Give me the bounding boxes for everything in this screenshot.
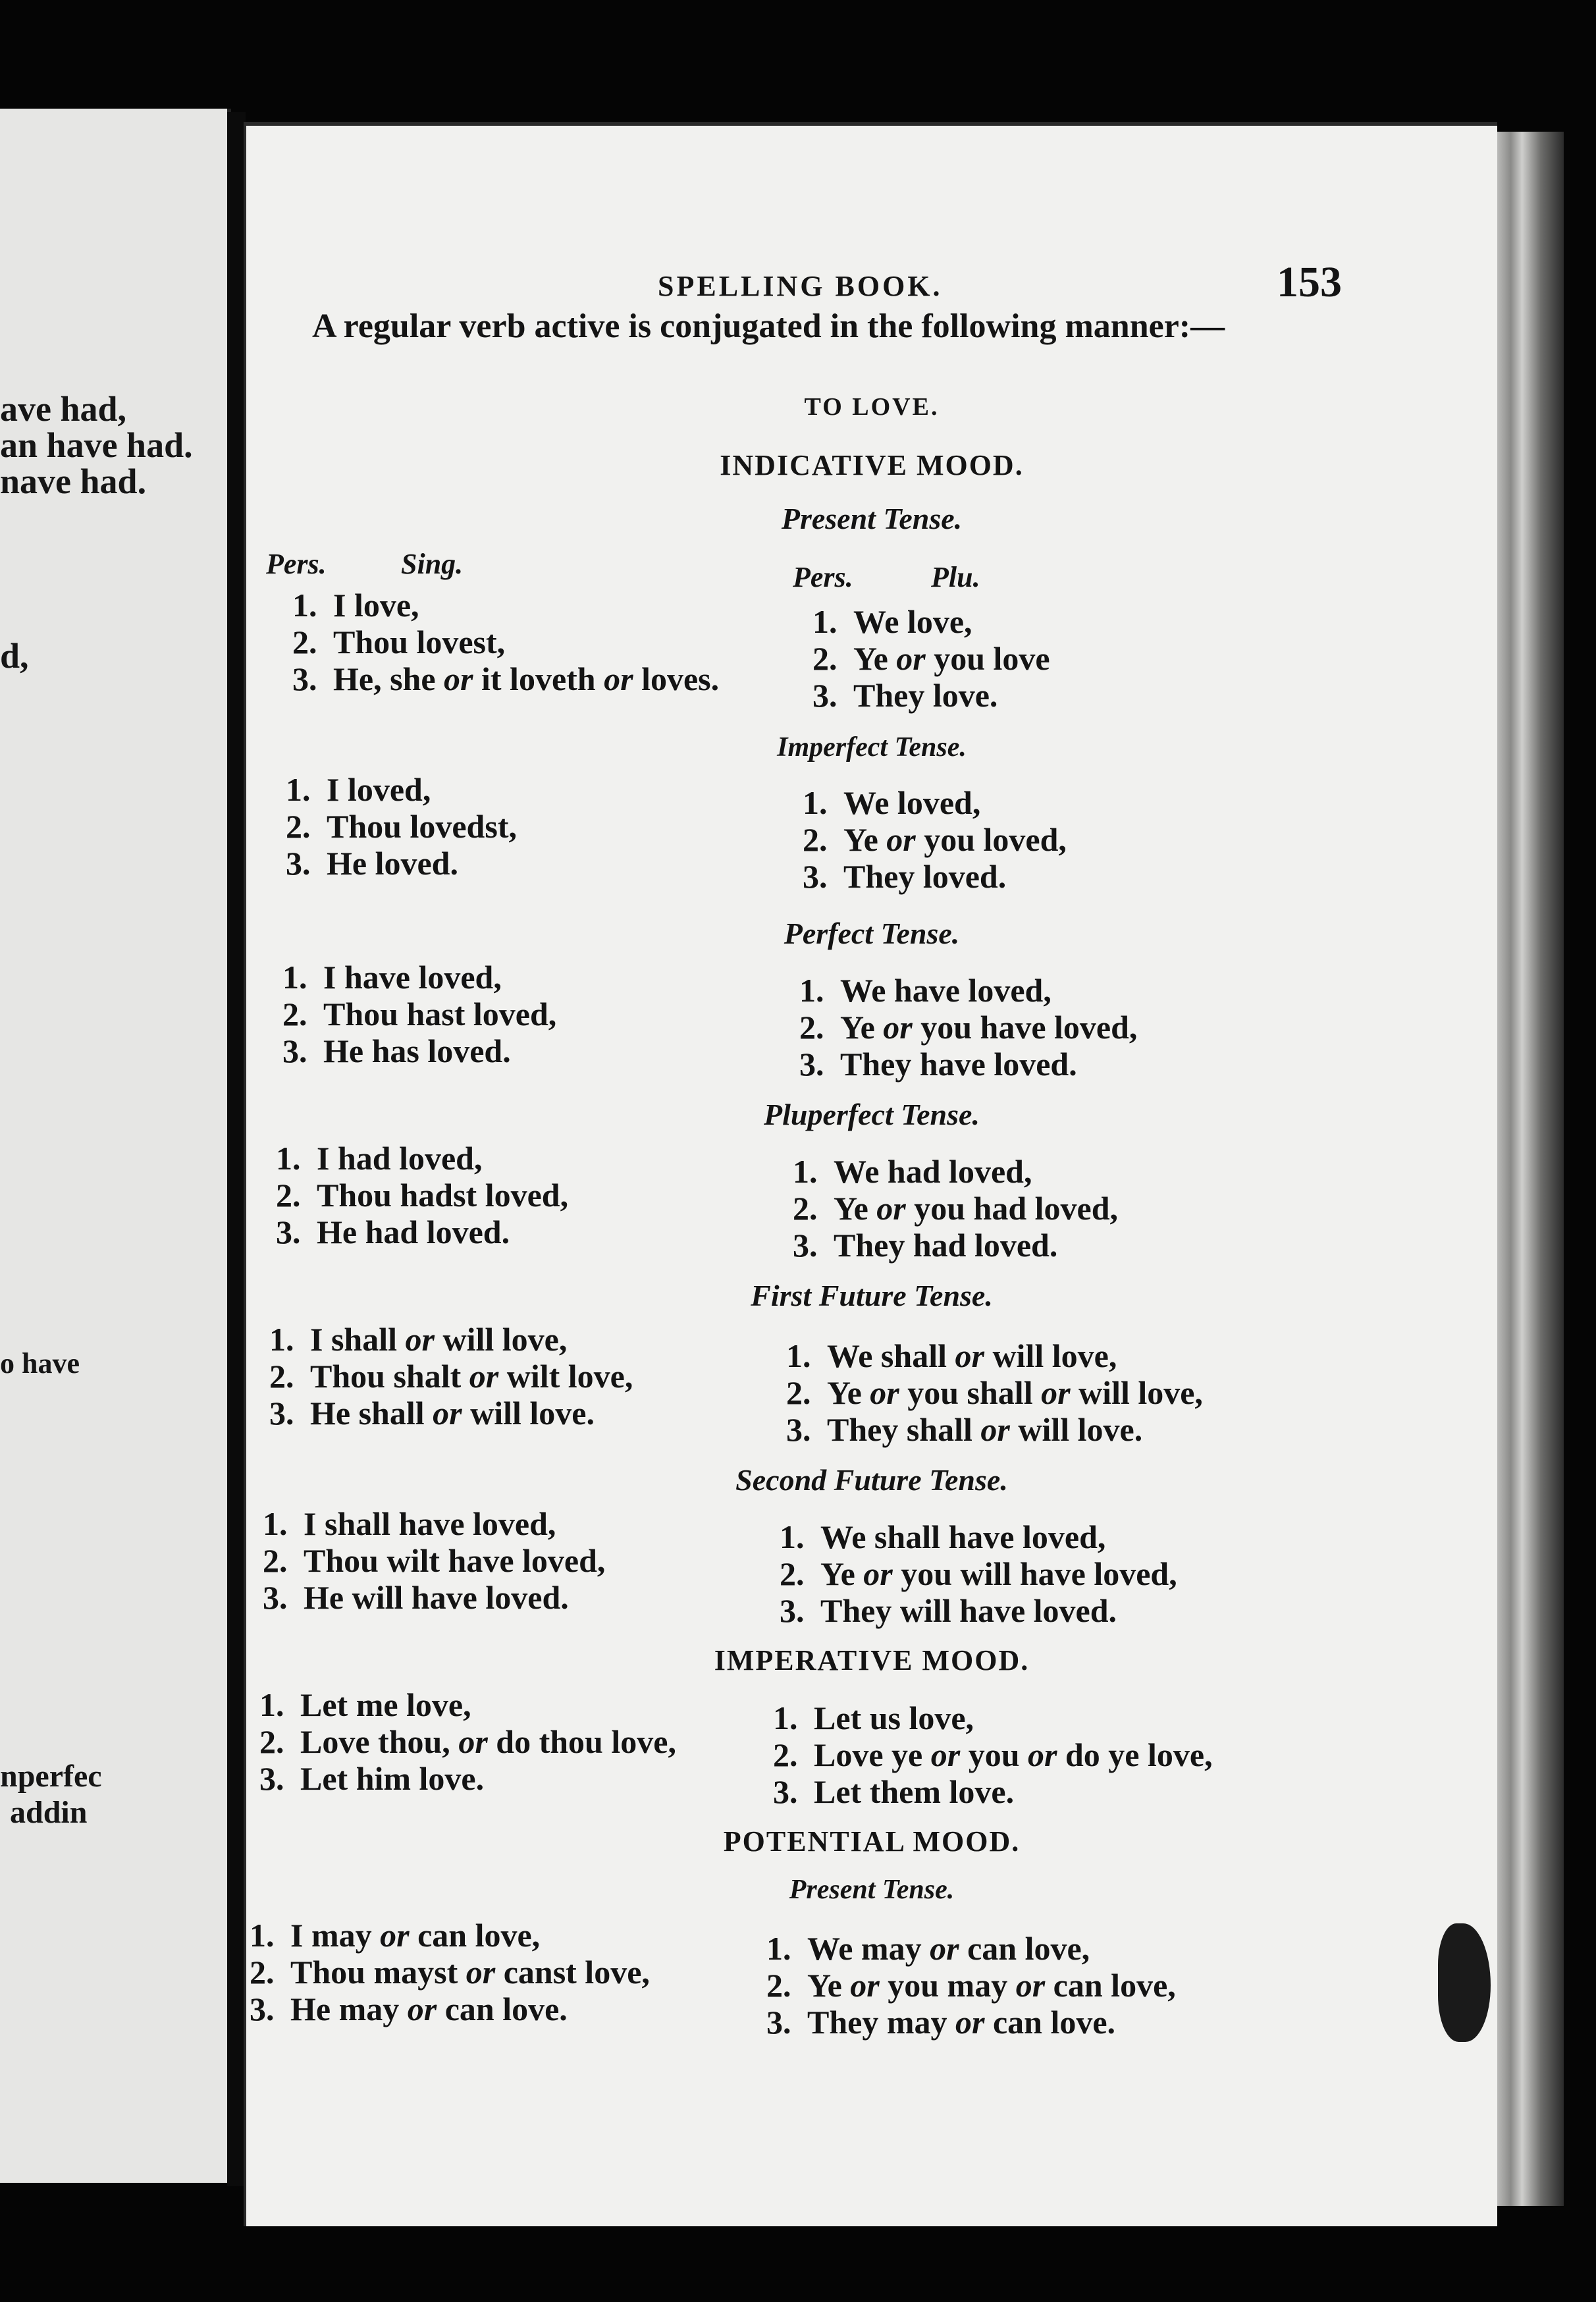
person-number: 2. xyxy=(812,640,838,677)
present-plural-list xyxy=(812,603,1352,714)
verb-form: will love, xyxy=(1070,1374,1203,1411)
verb-form: We shall have loved, xyxy=(820,1518,1106,1555)
first-future-tense-heading: First Future Tense. xyxy=(751,1279,993,1312)
verb-form: Let them love. xyxy=(814,1773,1015,1810)
conjugation-row xyxy=(766,1967,1306,2004)
conjunction-or: or xyxy=(444,660,473,697)
verb-form: We have loved, xyxy=(840,972,1051,1009)
verb-form: He, she xyxy=(333,660,444,697)
person-number: 3. xyxy=(292,660,317,697)
col-head-plu: Plu. xyxy=(931,561,980,593)
verb-form: He will have loved. xyxy=(304,1579,569,1616)
verb-form: can love, xyxy=(409,1917,541,1954)
verb-form: Ye xyxy=(807,1967,851,2004)
conjugation-row xyxy=(276,1177,816,1214)
verb-form: you had loved, xyxy=(905,1190,1119,1227)
person-number: 3. xyxy=(259,1760,284,1797)
verb-form: We loved, xyxy=(843,784,981,821)
conjugation-row xyxy=(793,1227,1333,1264)
pluperfect-singular-list xyxy=(276,1140,816,1250)
verb-form: Ye xyxy=(820,1555,864,1592)
verb-form: will love, xyxy=(434,1321,568,1358)
left-fragment: nave had. xyxy=(0,462,147,501)
verb-form: We love, xyxy=(853,603,972,640)
potential-heading: POTENTIAL MOOD. xyxy=(723,1825,1021,1858)
second-future-tense-heading: Second Future Tense. xyxy=(735,1463,1008,1497)
verb-form: He has loved. xyxy=(323,1032,511,1069)
conjugation-row xyxy=(269,1358,809,1395)
verb-form: can love, xyxy=(1045,1967,1176,2004)
conjugation-row xyxy=(250,1917,789,1954)
conjunction-or: or xyxy=(407,1991,437,2027)
conjugation-row xyxy=(263,1505,803,1542)
conjunction-or: or xyxy=(850,1967,880,2004)
person-number: 3. xyxy=(773,1773,798,1810)
person-number: 2. xyxy=(773,1736,798,1773)
perfect-tense-heading: Perfect Tense. xyxy=(784,917,960,950)
perfect-plural-list xyxy=(799,972,1339,1083)
potential-singular-list xyxy=(250,1917,789,2027)
conjugation-row xyxy=(259,1723,799,1760)
verb-form: Let us love, xyxy=(814,1700,974,1736)
verb-form: Ye xyxy=(834,1190,877,1227)
person-number: 1. xyxy=(263,1505,288,1542)
conjunction-or: or xyxy=(1041,1374,1071,1411)
conjugation-row xyxy=(773,1736,1313,1773)
verb-form: you will have loved, xyxy=(892,1555,1177,1592)
verb-form: We shall xyxy=(827,1337,955,1374)
verb-form: will love, xyxy=(984,1337,1117,1374)
person-number: 2. xyxy=(250,1954,275,1991)
verb-form: wilt love, xyxy=(498,1358,633,1395)
person-number: 3. xyxy=(269,1395,294,1432)
page-edges xyxy=(1488,132,1564,2206)
person-number: 2. xyxy=(799,1009,824,1046)
verb-form: can love. xyxy=(984,2004,1116,2041)
person-number: 1. xyxy=(766,1930,791,1967)
conjunction-or: or xyxy=(405,1321,435,1358)
conjugation-row xyxy=(793,1153,1333,1190)
verb-form: Love thou, xyxy=(300,1723,459,1760)
conjugation-row xyxy=(786,1411,1326,1448)
conjunction-or: or xyxy=(955,2004,985,2041)
conjugation-row xyxy=(292,660,832,697)
conjunction-or: or xyxy=(870,1374,899,1411)
conjugation-row xyxy=(292,624,832,660)
conjugation-row xyxy=(269,1321,809,1358)
verb-form: you have loved, xyxy=(912,1009,1138,1046)
verb-form: Thou wilt have loved, xyxy=(304,1542,606,1579)
person-number: 1. xyxy=(799,972,824,1009)
first-future-singular-list xyxy=(269,1321,809,1432)
col-head-pers: Pers. xyxy=(266,548,327,580)
person-number: 2. xyxy=(282,996,307,1032)
person-number: 3. xyxy=(812,677,838,714)
potential-present-tense-heading: Present Tense. xyxy=(789,1875,955,1905)
person-number: 1. xyxy=(269,1321,294,1358)
conjugation-row xyxy=(282,996,822,1032)
conjugation-row xyxy=(780,1518,1319,1555)
verb-form: Thou lovest, xyxy=(333,624,506,660)
conjugation-row xyxy=(812,677,1352,714)
person-number: 2. xyxy=(263,1542,288,1579)
conjunction-or: or xyxy=(458,1723,488,1760)
verb-form: I loved, xyxy=(327,771,431,808)
conjunction-or: or xyxy=(1028,1736,1057,1773)
conjunction-or: or xyxy=(604,660,633,697)
person-number: 2. xyxy=(259,1723,284,1760)
conjugation-row xyxy=(780,1555,1319,1592)
conjugation-row xyxy=(786,1374,1326,1411)
verb-form: can love, xyxy=(959,1930,1090,1967)
verb-form: I may xyxy=(290,1917,381,1954)
conjunction-or: or xyxy=(955,1337,984,1374)
pluperfect-plural-list xyxy=(793,1153,1333,1264)
conjugation-row xyxy=(766,2004,1306,2041)
conjugation-row xyxy=(282,959,822,996)
person-number: 1. xyxy=(282,959,307,996)
second-future-singular-list xyxy=(263,1505,803,1616)
conjunction-or: or xyxy=(433,1395,462,1432)
left-fragment: addin xyxy=(10,1795,88,1830)
verb-form: They loved. xyxy=(843,858,1007,895)
verb-form: I had loved, xyxy=(317,1140,483,1177)
conjugation-row xyxy=(259,1760,799,1797)
verb-form: will love. xyxy=(462,1395,595,1432)
conjugation-row xyxy=(803,784,1343,821)
conjugation-row xyxy=(773,1773,1313,1810)
verb-form: you may xyxy=(879,1967,1016,2004)
conjunction-or: or xyxy=(1015,1967,1046,2004)
conjugation-row xyxy=(799,1046,1339,1083)
conjunction-or: or xyxy=(883,1009,913,1046)
verb-form: canst love, xyxy=(495,1954,650,1991)
conjugation-row xyxy=(799,972,1339,1009)
indicative-heading: INDICATIVE MOOD. xyxy=(720,449,1024,481)
verb-form: He may xyxy=(290,1991,408,2027)
verb-form: We may xyxy=(807,1930,930,1967)
potential-plural-list xyxy=(766,1930,1306,2041)
person-number: 3. xyxy=(286,845,311,882)
verb-form: I love, xyxy=(333,587,419,624)
conjunction-or: or xyxy=(466,1954,496,1991)
verb-form: you loved, xyxy=(915,821,1067,858)
pluperfect-tense-heading: Pluperfect Tense. xyxy=(764,1098,980,1131)
present-tense-heading: Present Tense. xyxy=(781,502,963,535)
verb-form: Thou lovedst, xyxy=(327,808,517,845)
conjugation-row xyxy=(786,1337,1326,1374)
verb-form: will love. xyxy=(1009,1411,1143,1448)
imperfect-singular-list xyxy=(286,771,826,882)
left-facing-page xyxy=(0,109,231,2183)
conjugation-row xyxy=(259,1686,799,1723)
conjunction-or: or xyxy=(930,1736,961,1773)
verb-form: Let me love, xyxy=(300,1686,471,1723)
conjugation-row xyxy=(803,821,1343,858)
verb-form: I shall xyxy=(310,1321,406,1358)
verb-form: Ye xyxy=(843,821,887,858)
conjunction-or: or xyxy=(876,1190,906,1227)
conjunction-or: or xyxy=(980,1411,1010,1448)
person-number: 2. xyxy=(766,1967,791,2004)
left-fragment: nperfec xyxy=(0,1759,102,1794)
conjugation-row xyxy=(793,1190,1333,1227)
verb-form: Thou mayst xyxy=(290,1954,466,1991)
left-fragment: an have had. xyxy=(0,425,193,465)
person-number: 1. xyxy=(812,603,838,640)
verb-form: it loveth xyxy=(473,660,604,697)
running-title: SPELLING BOOK. xyxy=(658,270,943,302)
person-number: 1. xyxy=(259,1686,284,1723)
conjugation-row xyxy=(269,1395,809,1432)
verb-form: Ye xyxy=(840,1009,884,1046)
verb-form: I have loved, xyxy=(323,959,502,996)
person-number: 3. xyxy=(780,1592,805,1629)
verb-form: They shall xyxy=(827,1411,981,1448)
person-number: 3. xyxy=(766,2004,791,2041)
person-number: 1. xyxy=(250,1917,275,1954)
verb-form: Love ye xyxy=(814,1736,931,1773)
conjugation-row xyxy=(263,1542,803,1579)
person-number: 1. xyxy=(803,784,828,821)
left-fragment: ave had, xyxy=(0,389,127,429)
intro-sentence: A regular verb active is conjugated in the following manner:— xyxy=(312,308,1225,345)
person-number: 1. xyxy=(292,587,317,624)
person-number: 2. xyxy=(780,1555,805,1592)
conjunction-or: or xyxy=(886,821,916,858)
first-future-plural-list xyxy=(786,1337,1326,1448)
conjugation-row xyxy=(812,603,1352,640)
person-number: 2. xyxy=(786,1374,811,1411)
verb-form: do ye love, xyxy=(1057,1736,1213,1773)
verb-form: do thou love, xyxy=(487,1723,676,1760)
person-number: 1. xyxy=(276,1140,301,1177)
verb-form: I shall have loved, xyxy=(304,1505,556,1542)
verb-form: They had loved. xyxy=(834,1227,1058,1264)
verb-form: Ye xyxy=(827,1374,870,1411)
verb-form: you love xyxy=(925,640,1050,677)
conjunction-or: or xyxy=(896,640,926,677)
conjugation-row xyxy=(286,808,826,845)
verb-form: Thou hast loved, xyxy=(323,996,557,1032)
person-number: 3. xyxy=(803,858,828,895)
verb-form: We had loved, xyxy=(834,1153,1032,1190)
conjugation-row xyxy=(292,587,832,624)
person-number: 1. xyxy=(793,1153,818,1190)
conjugation-row xyxy=(276,1214,816,1250)
person-number: 2. xyxy=(276,1177,301,1214)
ink-stain xyxy=(1438,1923,1491,2042)
conjugation-row xyxy=(276,1140,816,1177)
conjugation-row xyxy=(780,1592,1319,1629)
col-head-sing: Sing. xyxy=(401,548,464,580)
imperative-plural-list xyxy=(773,1700,1313,1810)
page-number: 153 xyxy=(1277,258,1342,306)
person-number: 2. xyxy=(286,808,311,845)
imperative-singular-list xyxy=(259,1686,799,1797)
verb-form: you xyxy=(960,1736,1028,1773)
left-fragment: o have xyxy=(0,1347,80,1379)
imperfect-plural-list xyxy=(803,784,1343,895)
person-number: 3. xyxy=(250,1991,275,2027)
conjugation-row xyxy=(766,1930,1306,1967)
conjunction-or: or xyxy=(469,1358,499,1395)
verb-form: They will have loved. xyxy=(820,1592,1117,1629)
verb-form: He shall xyxy=(310,1395,433,1432)
verb-form: They may xyxy=(807,2004,955,2041)
conjugation-row xyxy=(812,640,1352,677)
person-number: 1. xyxy=(780,1518,805,1555)
verb-form: Thou shalt xyxy=(310,1358,469,1395)
person-number: 3. xyxy=(263,1579,288,1616)
col-head-pers-plural: Pers. xyxy=(793,561,853,593)
person-number: 2. xyxy=(269,1358,294,1395)
person-number: 2. xyxy=(803,821,828,858)
present-singular-list xyxy=(292,587,832,697)
verb-form: loves. xyxy=(633,660,720,697)
verb-form: you shall xyxy=(899,1374,1042,1411)
conjugation-row xyxy=(282,1032,822,1069)
perfect-singular-list xyxy=(282,959,822,1069)
person-number: 3. xyxy=(276,1214,301,1250)
conjugation-row xyxy=(250,1954,789,1991)
imperative-heading: IMPERATIVE MOOD. xyxy=(714,1644,1030,1676)
conjugation-row xyxy=(799,1009,1339,1046)
person-number: 3. xyxy=(282,1032,307,1069)
verb-form: Ye xyxy=(853,640,897,677)
book-page xyxy=(244,122,1497,2226)
conjugation-row xyxy=(286,771,826,808)
left-fragment: d, xyxy=(0,636,29,676)
verb-form: They have loved. xyxy=(840,1046,1077,1083)
conjugation-row xyxy=(773,1700,1313,1736)
verb-title: TO LOVE. xyxy=(804,393,940,421)
conjunction-or: or xyxy=(930,1930,959,1967)
person-number: 3. xyxy=(786,1411,811,1448)
person-number: 3. xyxy=(793,1227,818,1264)
conjugation-row xyxy=(803,858,1343,895)
verb-form: Let him love. xyxy=(300,1760,485,1797)
conjugation-row xyxy=(286,845,826,882)
book-gutter xyxy=(227,112,246,2186)
verb-form: He loved. xyxy=(327,845,458,882)
verb-form: can love. xyxy=(437,1991,568,2027)
person-number: 3. xyxy=(799,1046,824,1083)
conjunction-or: or xyxy=(863,1555,893,1592)
verb-form: Thou hadst loved, xyxy=(317,1177,569,1214)
imperfect-tense-heading: Imperfect Tense. xyxy=(777,732,967,763)
conjugation-row xyxy=(263,1579,803,1616)
person-number: 1. xyxy=(786,1337,811,1374)
person-number: 2. xyxy=(793,1190,818,1227)
second-future-plural-list xyxy=(780,1518,1319,1629)
person-number: 1. xyxy=(773,1700,798,1736)
person-number: 2. xyxy=(292,624,317,660)
person-number: 1. xyxy=(286,771,311,808)
verb-form: They love. xyxy=(853,677,998,714)
conjugation-row xyxy=(250,1991,789,2027)
verb-form: He had loved. xyxy=(317,1214,510,1250)
conjunction-or: or xyxy=(380,1917,410,1954)
